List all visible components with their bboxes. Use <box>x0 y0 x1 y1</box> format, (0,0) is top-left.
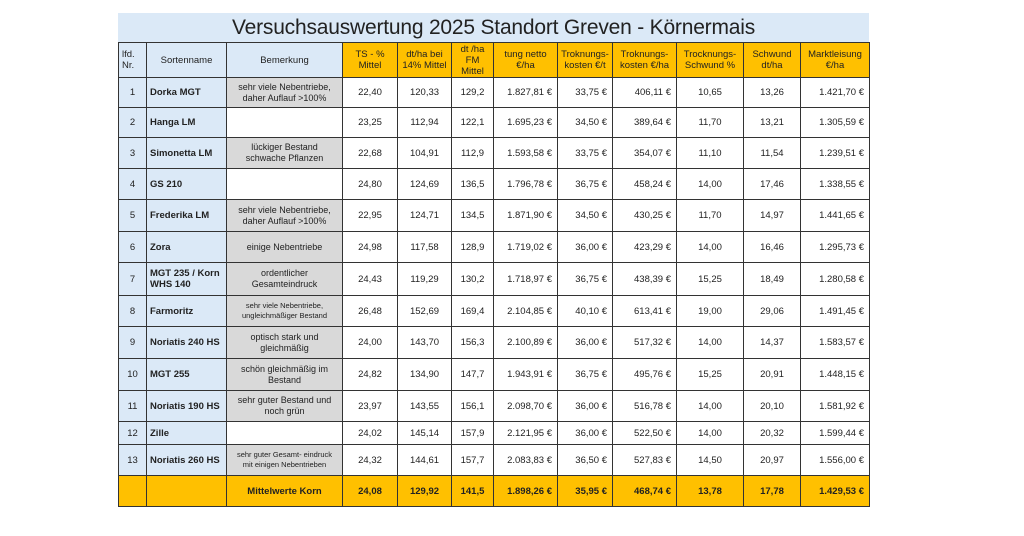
remark-line: mit einigen Nebentrieben <box>242 460 327 469</box>
cell-dt14: 112,94 <box>398 108 452 138</box>
cell-netto: 2.098,70 € <box>494 391 558 422</box>
cell-dt14: 104,91 <box>398 138 452 169</box>
cell-dtfm: 156,1 <box>452 391 494 422</box>
remark-line: noch grün <box>264 406 305 416</box>
table-row <box>119 263 870 296</box>
cell-dt14: 124,69 <box>398 169 452 200</box>
cell-schwund: 20,32 <box>744 422 801 445</box>
remark-line: daher Auflauf >100% <box>242 92 327 103</box>
cell-kosten-t: 40,10 € <box>558 296 613 327</box>
variety-name-line: Zille <box>150 427 170 439</box>
cell-kosten-ha: 613,41 € <box>613 296 677 327</box>
cell-netto: 2.121,95 € <box>494 422 558 445</box>
cell-trocknungsschwund: 11,70 <box>677 200 744 232</box>
cell-ts: 22,40 <box>343 78 398 108</box>
cell-dtfm: 147,7 <box>452 359 494 391</box>
cell-dtfm: 122,1 <box>452 108 494 138</box>
cell-ts: 22,68 <box>343 138 398 169</box>
footer-dtfm: 141,5 <box>452 476 494 507</box>
cell-kosten-t: 33,75 € <box>558 78 613 108</box>
row-number: 8 <box>119 296 147 327</box>
cell-marktleistung: 1.280,58 € <box>801 263 870 296</box>
variety-name <box>147 327 227 359</box>
table-row <box>119 327 870 359</box>
header-line: Schwund <box>752 49 792 60</box>
cell-dtfm: 134,5 <box>452 200 494 232</box>
cell-kosten-ha: 495,76 € <box>613 359 677 391</box>
header-col-dtfm <box>452 43 494 78</box>
remark-line: Gesamteindruck <box>251 279 318 289</box>
remark-line: gleichmäßig <box>260 342 309 353</box>
remark <box>227 422 343 445</box>
cell-dt14: 120,33 <box>398 78 452 108</box>
cell-dt14: 145,14 <box>398 422 452 445</box>
cell-netto: 2.104,85 € <box>494 296 558 327</box>
cell-dtfm: 129,2 <box>452 78 494 108</box>
header-row <box>119 43 870 78</box>
cell-dtfm: 112,9 <box>452 138 494 169</box>
header-col-ts <box>343 43 398 78</box>
cell-dt14: 134,90 <box>398 359 452 391</box>
footer-trocknungsschwund: 13,78 <box>677 476 744 507</box>
variety-name <box>147 422 227 445</box>
header-line: Schwund % <box>684 60 736 71</box>
variety-name-line: MGT 255 <box>150 369 190 380</box>
remark-line: sehr guter Bestand und <box>237 395 332 405</box>
cell-kosten-ha: 389,64 € <box>613 108 677 138</box>
footer-netto: 1.898,26 € <box>494 476 558 507</box>
remark <box>227 296 343 327</box>
variety-name-line: Noriatis 260 HS <box>150 454 220 466</box>
table-body <box>119 78 870 476</box>
row-number: 5 <box>119 200 147 232</box>
footer-name-cell <box>147 476 227 507</box>
remark <box>227 78 343 108</box>
variety-name-line: Frederika LM <box>150 210 210 221</box>
cell-kosten-ha: 406,11 € <box>613 78 677 108</box>
header-line: Trocknungs- <box>683 49 737 60</box>
header-line: dt /ha FM <box>460 43 485 66</box>
cell-ts: 23,25 <box>343 108 398 138</box>
cell-trocknungsschwund: 14,00 <box>677 169 744 200</box>
header-line: Sortenname <box>160 54 213 66</box>
variety-name <box>147 359 227 391</box>
footer-ts: 24,08 <box>343 476 398 507</box>
cell-trocknungsschwund: 19,00 <box>677 296 744 327</box>
remark-line: sehr viele Nebentriebe, <box>245 301 324 310</box>
variety-name <box>147 232 227 263</box>
remark-line: sehr viele Nebentriebe, <box>238 204 331 215</box>
cell-dtfm: 136,5 <box>452 169 494 200</box>
cell-schwund: 17,46 <box>744 169 801 200</box>
cell-kosten-t: 36,00 € <box>558 391 613 422</box>
cell-schwund: 20,97 <box>744 445 801 476</box>
header-col-dt14 <box>398 43 452 78</box>
header-line: kosten €/t <box>564 60 606 71</box>
row-number: 11 <box>119 391 147 422</box>
cell-marktleistung: 1.448,15 € <box>801 359 870 391</box>
remark <box>227 359 343 391</box>
header-line: 14% Mittel <box>402 60 447 71</box>
variety-name <box>147 445 227 476</box>
variety-name-line: MGT 235 / Korn <box>150 268 220 279</box>
remark-line: daher Auflauf >100% <box>242 215 327 226</box>
cell-kosten-t: 34,50 € <box>558 200 613 232</box>
cell-kosten-ha: 423,29 € <box>613 232 677 263</box>
variety-name <box>147 138 227 169</box>
header-line: Marktleisung <box>808 49 862 60</box>
cell-schwund: 13,26 <box>744 78 801 108</box>
cell-ts: 24,82 <box>343 359 398 391</box>
row-number: 10 <box>119 359 147 391</box>
cell-dt14: 117,58 <box>398 232 452 263</box>
cell-kosten-t: 34,50 € <box>558 108 613 138</box>
header-line: dt/ha <box>761 60 783 71</box>
remark <box>227 445 343 476</box>
header-col-bemerkung <box>227 43 343 78</box>
remark-line: einige Nebentriebe <box>246 241 323 252</box>
remark <box>227 391 343 422</box>
cell-netto: 1.718,97 € <box>494 263 558 296</box>
variety-name-line: WHS 140 <box>150 279 191 290</box>
cell-dtfm: 157,7 <box>452 445 494 476</box>
variety-name-line: Simonetta LM <box>150 147 213 159</box>
cell-kosten-ha: 527,83 € <box>613 445 677 476</box>
cell-ts: 24,98 <box>343 232 398 263</box>
header-line: Troknungs- <box>561 49 609 60</box>
remark <box>227 200 343 232</box>
row-number: 7 <box>119 263 147 296</box>
cell-marktleistung: 1.441,65 € <box>801 200 870 232</box>
header-col-sortenname <box>147 43 227 78</box>
remark-line: Bestand <box>267 374 302 385</box>
variety-name <box>147 296 227 327</box>
cell-schwund: 20,91 <box>744 359 801 391</box>
cell-netto: 1.871,90 € <box>494 200 558 232</box>
variety-name <box>147 391 227 422</box>
remark-line: schön gleichmäßig im <box>240 363 329 374</box>
cell-schwund: 13,21 <box>744 108 801 138</box>
cell-dtfm: 130,2 <box>452 263 494 296</box>
row-number: 6 <box>119 232 147 263</box>
table-row <box>119 422 870 445</box>
header-col-kosten-t <box>558 43 613 78</box>
cell-dtfm: 156,3 <box>452 327 494 359</box>
cell-netto: 1.719,02 € <box>494 232 558 263</box>
footer-row-averages <box>119 476 870 507</box>
cell-schwund: 14,37 <box>744 327 801 359</box>
remark <box>227 138 343 169</box>
header-line: dt/ha bei <box>406 49 443 60</box>
variety-name-line: Dorka MGT <box>150 87 201 98</box>
row-number: 3 <box>119 138 147 169</box>
cell-netto: 1.695,23 € <box>494 108 558 138</box>
row-number: 1 <box>119 78 147 108</box>
variety-name-line: Zora <box>150 241 171 253</box>
cell-dt14: 124,71 <box>398 200 452 232</box>
cell-dt14: 144,61 <box>398 445 452 476</box>
header-col-lfd-nr <box>119 43 147 78</box>
footer-label: Mittelwerte Korn <box>227 476 343 507</box>
cell-kosten-t: 33,75 € <box>558 138 613 169</box>
cell-schwund: 18,49 <box>744 263 801 296</box>
cell-marktleistung: 1.581,92 € <box>801 391 870 422</box>
header-line: Mittel <box>358 60 382 71</box>
remark-line: sehr guter Gesamt- eindruck <box>236 450 333 459</box>
remark <box>227 327 343 359</box>
cell-kosten-t: 36,00 € <box>558 422 613 445</box>
cell-ts: 24,80 <box>343 169 398 200</box>
remark-line: sehr viele Nebentriebe, <box>238 81 331 92</box>
header-line: Nr. <box>122 60 135 71</box>
cell-dt14: 143,70 <box>398 327 452 359</box>
remark-line: optisch stark und <box>250 331 319 342</box>
cell-marktleistung: 1.305,59 € <box>801 108 870 138</box>
variety-name-line: Noriatis 240 HS <box>150 337 220 348</box>
cell-kosten-ha: 522,50 € <box>613 422 677 445</box>
header-line: TS - % <box>355 49 385 60</box>
cell-marktleistung: 1.338,55 € <box>801 169 870 200</box>
header-line: Bemerkung <box>260 54 309 66</box>
header-col-schwund <box>744 43 801 78</box>
header-line: kosten €/ha <box>619 60 670 71</box>
row-number: 2 <box>119 108 147 138</box>
variety-name-line: Noriatis 190 HS <box>150 400 220 412</box>
variety-name <box>147 200 227 232</box>
table-row <box>119 359 870 391</box>
footer-schwund: 17,78 <box>744 476 801 507</box>
cell-netto: 1.827,81 € <box>494 78 558 108</box>
cell-netto: 1.943,91 € <box>494 359 558 391</box>
cell-marktleistung: 1.583,57 € <box>801 327 870 359</box>
cell-marktleistung: 1.599,44 € <box>801 422 870 445</box>
remark-line: ungleichmäßiger Bestand <box>241 311 328 320</box>
header-col-netto <box>494 43 558 78</box>
footer-kosten-t: 35,95 € <box>558 476 613 507</box>
cell-schwund: 11,54 <box>744 138 801 169</box>
cell-trocknungsschwund: 15,25 <box>677 359 744 391</box>
table-row <box>119 296 870 327</box>
cell-kosten-t: 36,00 € <box>558 232 613 263</box>
header-col-marktleistung <box>801 43 870 78</box>
footer-dt14: 129,92 <box>398 476 452 507</box>
cell-netto: 1.593,58 € <box>494 138 558 169</box>
cell-trocknungsschwund: 14,00 <box>677 422 744 445</box>
cell-netto: 2.100,89 € <box>494 327 558 359</box>
cell-trocknungsschwund: 14,00 <box>677 232 744 263</box>
remark-line: ordentlicher <box>260 268 309 278</box>
cell-kosten-t: 36,50 € <box>558 445 613 476</box>
sheet-title: Versuchsauswertung 2025 Standort Greven - Körnermais <box>118 13 869 42</box>
remark <box>227 232 343 263</box>
remark <box>227 169 343 200</box>
spreadsheet <box>118 13 869 507</box>
footer-marktleistung: 1.429,53 € <box>801 476 870 507</box>
cell-schwund: 14,97 <box>744 200 801 232</box>
cell-ts: 24,32 <box>343 445 398 476</box>
variety-name <box>147 78 227 108</box>
variety-name-line: GS 210 <box>150 178 183 190</box>
table-row <box>119 169 870 200</box>
remark-line: schwache Pflanzen <box>245 153 324 163</box>
cell-schwund: 20,10 <box>744 391 801 422</box>
header-line: tung netto <box>504 49 547 60</box>
cell-ts: 26,48 <box>343 296 398 327</box>
table-row <box>119 78 870 108</box>
cell-marktleistung: 1.239,51 € <box>801 138 870 169</box>
cell-trocknungsschwund: 11,70 <box>677 108 744 138</box>
cell-ts: 22,95 <box>343 200 398 232</box>
remark-line: lückiger Bestand <box>251 142 318 152</box>
cell-kosten-t: 36,75 € <box>558 359 613 391</box>
cell-kosten-ha: 458,24 € <box>613 169 677 200</box>
table-row <box>119 232 870 263</box>
cell-trocknungsschwund: 15,25 <box>677 263 744 296</box>
cell-dt14: 143,55 <box>398 391 452 422</box>
row-number: 9 <box>119 327 147 359</box>
cell-kosten-ha: 517,32 € <box>613 327 677 359</box>
table-row <box>119 108 870 138</box>
cell-ts: 24,43 <box>343 263 398 296</box>
header-col-trocknungsschwund <box>677 43 744 78</box>
row-number: 13 <box>119 445 147 476</box>
row-number: 12 <box>119 422 147 445</box>
cell-ts: 24,02 <box>343 422 398 445</box>
cell-dtfm: 157,9 <box>452 422 494 445</box>
variety-name <box>147 108 227 138</box>
results-table <box>118 42 870 507</box>
footer-nr-cell <box>119 476 147 507</box>
cell-marktleistung: 1.491,45 € <box>801 296 870 327</box>
cell-ts: 24,00 <box>343 327 398 359</box>
row-number: 4 <box>119 169 147 200</box>
header-line: Mittel <box>461 65 484 77</box>
cell-kosten-ha: 354,07 € <box>613 138 677 169</box>
cell-trocknungsschwund: 10,65 <box>677 78 744 108</box>
cell-kosten-ha: 438,39 € <box>613 263 677 296</box>
cell-trocknungsschwund: 14,50 <box>677 445 744 476</box>
cell-dt14: 152,69 <box>398 296 452 327</box>
header-line: Troknungs- <box>620 49 669 60</box>
cell-schwund: 16,46 <box>744 232 801 263</box>
cell-marktleistung: 1.421,70 € <box>801 78 870 108</box>
cell-netto: 1.796,78 € <box>494 169 558 200</box>
remark <box>227 263 343 296</box>
variety-name <box>147 263 227 296</box>
header-line: lfd. <box>122 49 135 60</box>
header-line: €/ha <box>516 60 535 71</box>
variety-name <box>147 169 227 200</box>
cell-dt14: 119,29 <box>398 263 452 296</box>
cell-dtfm: 169,4 <box>452 296 494 327</box>
remark <box>227 108 343 138</box>
cell-schwund: 29,06 <box>744 296 801 327</box>
cell-kosten-t: 36,00 € <box>558 327 613 359</box>
table-row <box>119 200 870 232</box>
cell-kosten-ha: 516,78 € <box>613 391 677 422</box>
cell-ts: 23,97 <box>343 391 398 422</box>
cell-dtfm: 128,9 <box>452 232 494 263</box>
cell-kosten-t: 36,75 € <box>558 263 613 296</box>
cell-marktleistung: 1.295,73 € <box>801 232 870 263</box>
footer-kosten-ha: 468,74 € <box>613 476 677 507</box>
table-row <box>119 138 870 169</box>
cell-kosten-t: 36,75 € <box>558 169 613 200</box>
cell-trocknungsschwund: 11,10 <box>677 138 744 169</box>
cell-netto: 2.083,83 € <box>494 445 558 476</box>
cell-kosten-ha: 430,25 € <box>613 200 677 232</box>
cell-trocknungsschwund: 14,00 <box>677 391 744 422</box>
cell-trocknungsschwund: 14,00 <box>677 327 744 359</box>
table-row <box>119 445 870 476</box>
table-row <box>119 391 870 422</box>
variety-name-line: Hanga LM <box>150 117 196 128</box>
cell-marktleistung: 1.556,00 € <box>801 445 870 476</box>
header-col-kosten-ha <box>613 43 677 78</box>
header-line: €/ha <box>825 60 845 71</box>
variety-name-line: Farmoritz <box>150 305 194 317</box>
